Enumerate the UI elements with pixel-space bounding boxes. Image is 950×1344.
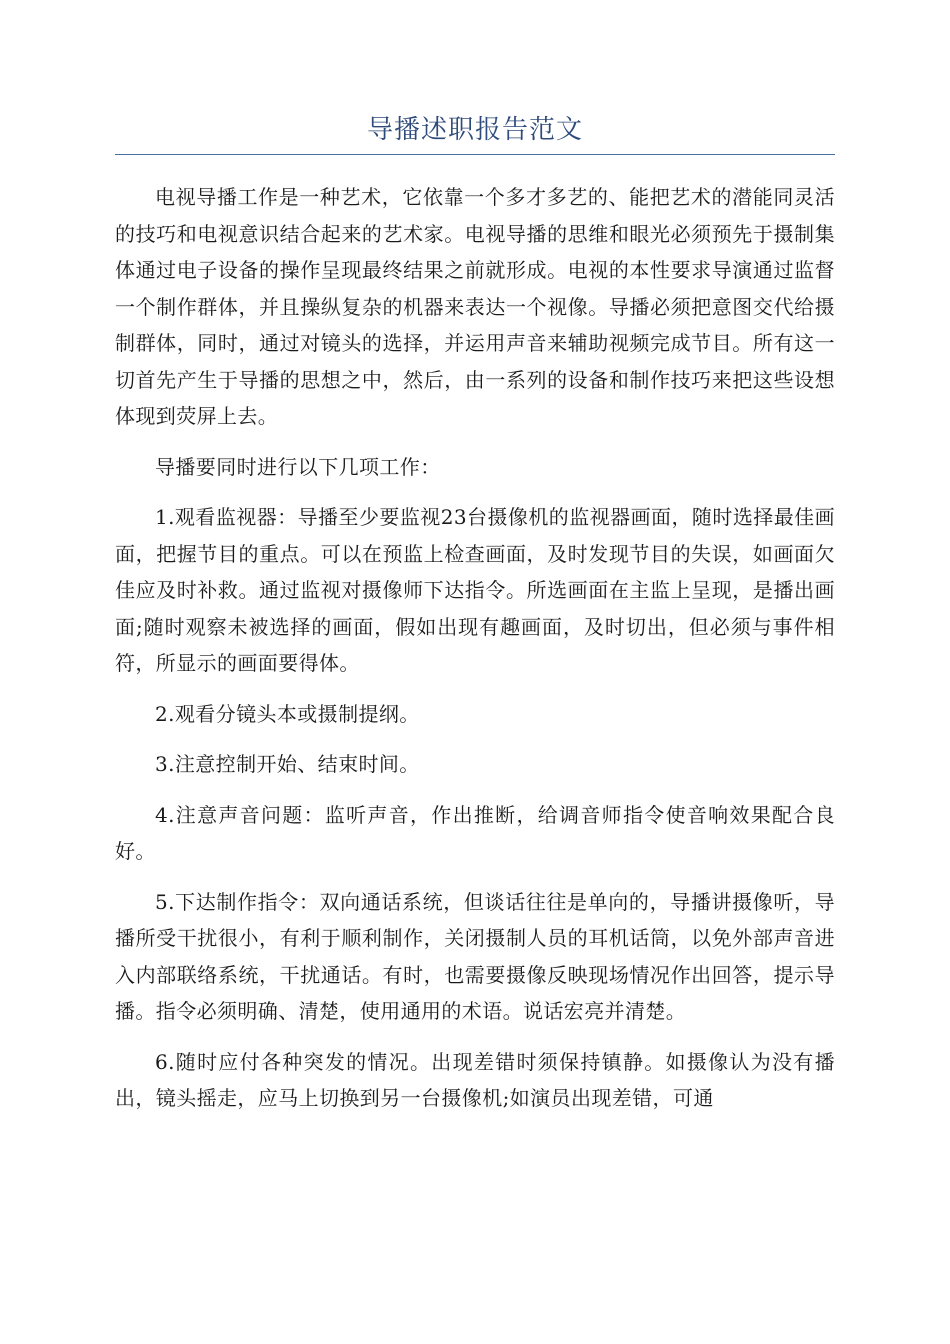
paragraph-item-1: 1.观看监视器：导播至少要监视23台摄像机的监视器画面，随时选择最佳画面，把握节目的重点。可以在预监上检查画面，及时发现节目的失误，如画面欠佳应及时补救。通过监视对摄像师下达指令。所选画面在主监上呈现，是播出画面;随时观察未被选择的画面，假如出现有趣画面，及时切出，但必须与事件相符，所显示的画面要得体。	[115, 505, 835, 675]
paragraph-item-5: 5.下达制作指令：双向通话系统，但谈话往往是单向的，导播讲摄像听，导播所受干扰很小，有利于顺利制作，关闭摄制人员的耳机话筒，以免外部声音进入内部联络系统，干扰通话。有时，也需要摄像反映现场情况作出回答，提示导播。指令必须明确、清楚，使用通用的术语。说话宏亮并清楚。	[115, 889, 835, 1023]
document-title: 导播述职报告范文	[366, 115, 583, 145]
title-underline	[115, 154, 835, 155]
paragraph-intro: 电视导播工作是一种艺术，它依靠一个多才多艺的、能把艺术的潜能同灵活的技巧和电视意识结合起来的艺术家。电视导播的思维和眼光必须预先于摄制集体通过电子设备的操作呈现最终结果之前就形成。电视的本性要求导演通过监督一个制作群体，并且操纵复杂的机器来表达一个视像。导播必须把意图交代给摄制群体，同时，通过对镜头的选择，并运用声音来辅助视频完成节目。所有这一切首先产生于导播的思想之中，然后，由一系列的设备和制作技巧来把这些设想体现到荧屏上去。	[115, 185, 835, 428]
paragraph-tasks-heading: 导播要同时进行以下几项工作：	[155, 454, 441, 479]
paragraph-item-2: 2.观看分镜头本或摄制提纲。	[155, 701, 420, 726]
paragraph-item-4: 4.注意声音问题：监听声音，作出推断，给调音师指令使音响效果配合良好。	[115, 802, 835, 863]
document-page	[115, 112, 835, 1131]
paragraph-item-6: 6.随时应付各种突发的情况。出现差错时须保持镇静。如摄像认为没有播出，镜头摇走，应马上切换到另一台摄像机;如演员出现差错，可通	[115, 1049, 835, 1110]
paragraph-item-3: 3.注意控制开始、结束时间。	[155, 752, 420, 776]
